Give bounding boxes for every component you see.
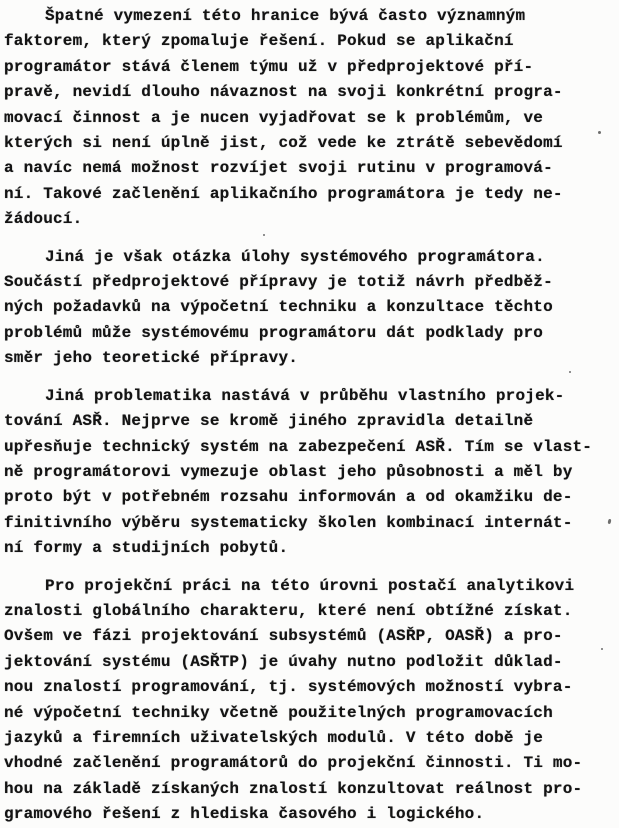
scan-speck (598, 131, 601, 134)
text-line: Jiná problematika nastává v průběhu vlastního projek- (45, 386, 565, 405)
paragraph-1 (4, 4, 613, 233)
text-line: proto být v potřebném rozsahu informován a od okamžiku de- (4, 488, 573, 507)
text-line: upřesňuje technický systém na zabezpečení ASŘ. Tím se vlast- (4, 437, 593, 456)
text-line: ní. Takové začlenění aplikačního programátora je tedy ne- (4, 184, 563, 203)
text-line: ní formy a studijních pobytů. (4, 539, 289, 558)
text-line: finitivního výběru systematicky školen kombinací internát- (4, 513, 573, 532)
scan-speck (263, 234, 265, 236)
text-line: Špatné vymezení této hranice bývá často významným (45, 7, 526, 25)
text-line: Ovšem ve fázi projektování subsystémů (ASŘP, OASŘ) a pro- (4, 627, 563, 646)
text-line: znalosti globálního charakteru, které není obtížné získat. (4, 601, 573, 620)
text-line: problémů může systémovému programátoru dát podklady pro (4, 323, 544, 342)
text-line: jektování systému (ASŘTP) je úvahy nutno podložit důklad- (4, 652, 563, 671)
document-body (4, 4, 613, 828)
text-line: né výpočetní techniky včetně použitelných programovacích (4, 703, 553, 722)
text-line: pravě, nevidí dlouho návaznost na svoji konkrétní progra- (4, 83, 563, 102)
text-line: movací činnost a je nucen vyjadřovat se k problémům, ve (4, 108, 544, 127)
text-line: a navíc nemá možnost rozvíjet svoji rutinu v programová- (4, 159, 553, 178)
scan-speck (601, 648, 603, 650)
text-line: jazyků a firemních uživatelských modulů. V této době je (4, 728, 544, 747)
scan-speck (569, 371, 571, 373)
text-line: Jiná je však otázka úlohy systémového programátora. (45, 247, 545, 266)
text-line: hou na základě získaných znalostí konzultovat reálnost pro- (4, 779, 583, 798)
text-line: žádoucí. (4, 210, 83, 229)
text-line: gramového řešení z hlediska časového i logického. (4, 805, 485, 824)
paragraph-2 (4, 245, 613, 372)
text-line: kterých si není úplně jist, což vede ke ztrátě sebevědomí (4, 134, 563, 153)
text-line: programátor stává členem týmu už v předprojektové pří- (4, 57, 534, 76)
text-line: směr jeho teoretické přípravy. (4, 349, 299, 368)
text-line: ně programátorovi vymezuje oblast jeho působnosti a měl by (4, 462, 573, 481)
paragraph-3 (4, 384, 613, 562)
text-line: ných požadavků na výpočetní techniku a konzultace těchto (4, 298, 553, 317)
paragraph-4 (4, 574, 613, 828)
text-line: faktorem, který zpomaluje řešení. Pokud se aplikační (4, 32, 514, 51)
text-line: nou znalostí programování, tj. systémových možností vybra- (4, 678, 573, 697)
text-line: Součástí předprojektové přípravy je totiž návrh předběž- (4, 273, 553, 292)
text-line: vhodné začlenění programátorů do projekční činnosti. Ti mo- (4, 754, 583, 773)
text-line: Pro projekční práci na této úrovni postačí analytikovi (45, 576, 575, 595)
text-line: tování ASŘ. Nejprve se kromě jiného zpravidla detailně (4, 412, 534, 431)
